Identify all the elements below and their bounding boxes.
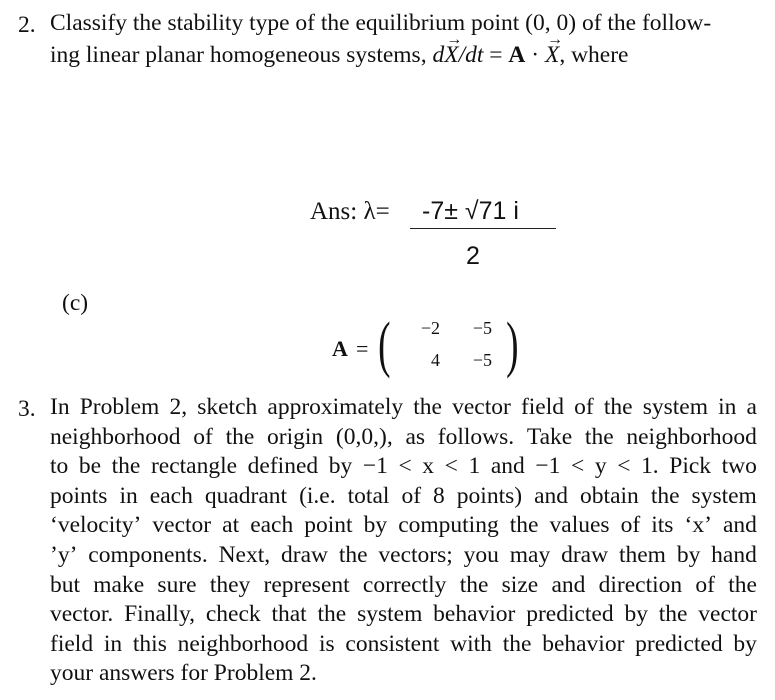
problem-2-line-1: Classify the stability type of the equilibrium point (0, 0) of the follow-	[50, 10, 712, 36]
part-c-label: (c)	[62, 290, 89, 316]
right-paren: )	[506, 311, 519, 379]
problem-3-line: field in this neighborhood is consistent with the behavior predicted by	[50, 630, 757, 657]
problem-3-line: In Problem 2, sketch approximately the vector field of the system in a	[50, 394, 757, 420]
problem-3-text	[50, 393, 757, 689]
matrix-cell: 4	[431, 350, 440, 370]
problem-2-number: 2.	[18, 12, 36, 38]
left-paren: (	[378, 311, 391, 379]
problem-2-line-2-text: ing linear planar homogeneous systems,	[50, 42, 427, 68]
problem-3-number: 3.	[18, 396, 36, 422]
problem-3-line: ’y’ components. Next, draw the vectors; you may draw them by hand	[50, 541, 757, 568]
matrix-name: A	[332, 336, 348, 361]
problem-2-line-2	[50, 31, 629, 68]
matrix-cell: −5	[472, 318, 492, 338]
problem-2-line-2-end: where	[571, 42, 629, 68]
answer-denominator: 2	[466, 242, 480, 270]
problem-3-line: vector. Finally, check that the system behavior predicted by the vector	[50, 601, 757, 628]
matrix-equation	[332, 311, 552, 384]
problem-3-line: neighborhood of the origin (0,0,), as follows. Take the neighborhood	[50, 423, 757, 450]
matrix-cell: −2	[420, 318, 440, 338]
problem-3-line: to be the rectangle defined by −1 < x < 1 and −1 < y < 1. Pick two	[50, 453, 757, 480]
matrix-equals: =	[356, 336, 369, 361]
answer-label: Ans: λ=	[310, 198, 390, 225]
fraction-bar	[410, 228, 556, 229]
problem-3-line: points in each quadrant (i.e. total of 8 points) and obtain the system	[50, 482, 757, 509]
problem-3-line: ‘velocity’ vector at each point by computing the values of its ‘x’ and	[50, 512, 757, 539]
system-equation-rendered: d → X/dt = A · → X,	[432, 31, 572, 68]
problem-3-line: your answers for Problem 2.	[50, 660, 317, 687]
problem-3-line: but make sure they represent correctly the size and direction of the	[50, 571, 757, 598]
matrix-cell: −5	[472, 350, 492, 370]
answer-numerator: -7± √71 i	[422, 197, 519, 225]
